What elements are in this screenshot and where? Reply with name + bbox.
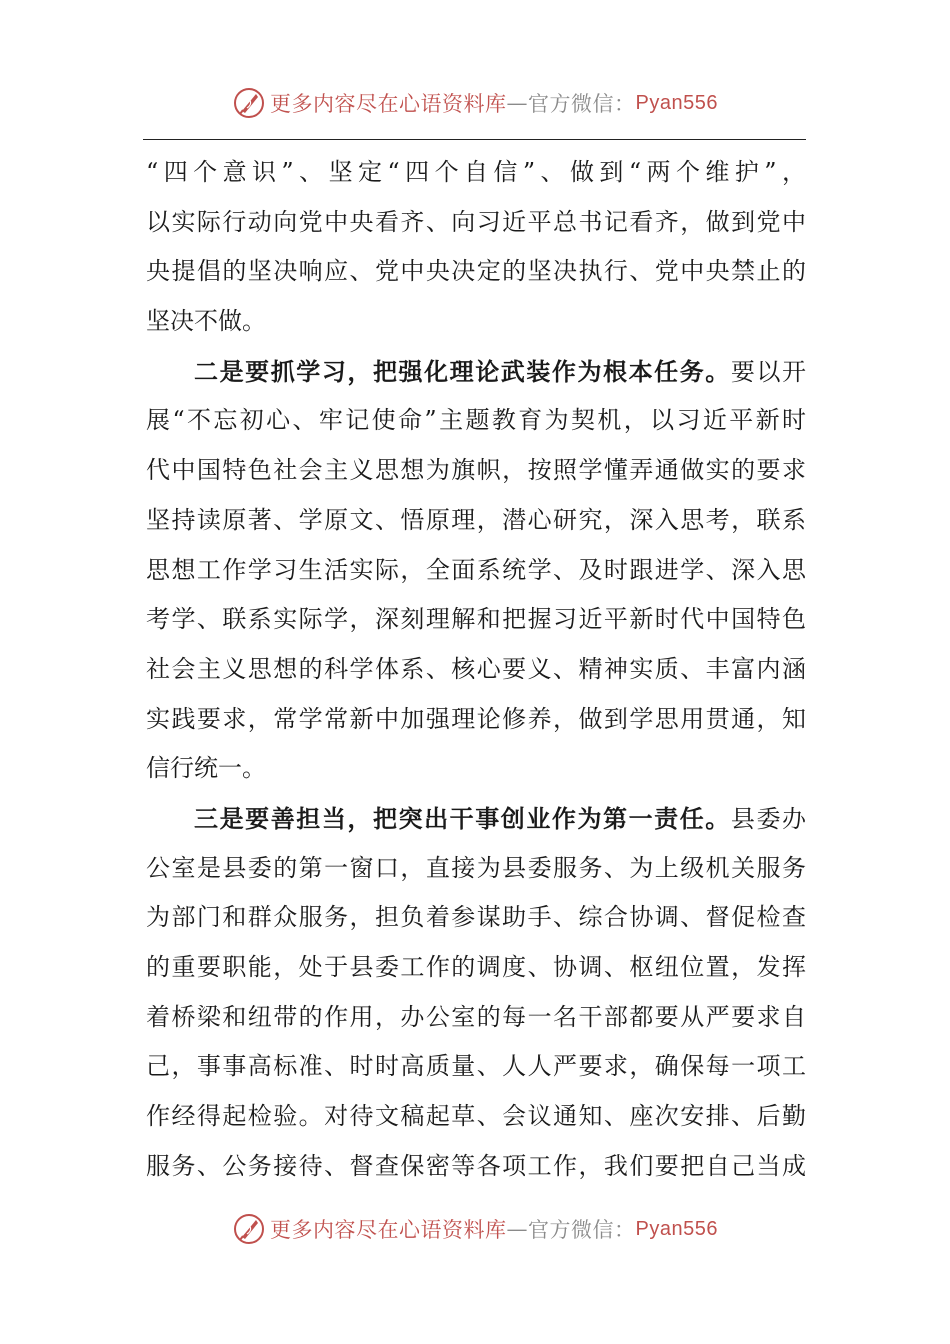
banner-separator: — <box>506 1217 529 1241</box>
text-line: 央提倡的坚决响应、党中央决定的坚决执行、党中央禁止的 <box>146 257 806 286</box>
text-line: 着桥梁和纽带的作用，办公室的每一名干部都要从严要求自 <box>146 1002 806 1031</box>
text-line: 服务、公务接待、督查保密等各项工作，我们要把自己当成 <box>146 1151 806 1180</box>
banner-contact-label: 官方微信： <box>528 92 636 116</box>
paragraph-heading: 三是要善担当，把突出干事创业作为第一责任。 <box>194 803 731 833</box>
document-body <box>146 148 806 1191</box>
banner-title: 更多内容尽在心语资料库 <box>270 1218 507 1242</box>
text-line: 己，事事高标准、时时高质量、人人严要求，确保每一项工 <box>146 1052 806 1081</box>
banner-contact-label: 官方微信： <box>528 1218 636 1242</box>
paragraph-2 <box>146 347 806 794</box>
banner-text <box>270 1214 718 1244</box>
header-banner <box>0 78 950 128</box>
text-line: 信行统一。 <box>146 754 266 783</box>
text-line: “四个意识”、坚定“四个自信”、做到“两个维护”， <box>146 158 806 186</box>
footer-banner <box>0 1204 950 1254</box>
paragraph-first-line <box>146 347 806 397</box>
text-line: 坚持读原著、学原文、悟原理，潜心研究，深入思考，联系 <box>146 505 806 534</box>
banner-text <box>270 88 718 118</box>
banner-title: 更多内容尽在心语资料库 <box>270 92 507 116</box>
paragraph-3 <box>146 794 806 1192</box>
banner-contact-id: Pyan556 <box>635 91 718 114</box>
text-line: 作经得起检验。对待文稿起草、会议通知、座次安排、后勤 <box>146 1102 806 1131</box>
text-line: 以实际行动向党中央看齐、向习近平总书记看齐，做到党中 <box>146 207 806 236</box>
header-divider <box>143 139 806 140</box>
text-line: 坚决不做。 <box>146 307 266 336</box>
text-line: 的重要职能，处于县委工作的调度、协调、枢纽位置，发挥 <box>146 953 806 981</box>
banner-contact-id: Pyan556 <box>635 1217 718 1240</box>
text-line: 社会主义思想的科学体系、核心要义、精神实质、丰富内涵 <box>146 654 806 683</box>
text-line: 公室是县委的第一窗口，直接为县委服务、为上级机关服务 <box>146 853 806 882</box>
banner-separator: — <box>506 91 529 115</box>
text-line: 思想工作学习生活实际，全面系统学、及时跟进学、深入思 <box>146 555 806 584</box>
quill-logo-icon <box>232 86 266 120</box>
text-line: 考学、联系实际学，深刻理解和把握习近平新时代中国特色 <box>146 605 806 634</box>
text-line: 为部门和群众服务，担负着参谋助手、综合协调、督促检查 <box>146 903 806 932</box>
paragraph-1 <box>146 148 806 347</box>
text-line: 展“不忘初心、牢记使命”主题教育为契机，以习近平新时 <box>146 406 806 435</box>
paragraph-heading: 二是要抓学习，把强化理论武装作为根本任务。 <box>194 356 731 386</box>
text-line: 实践要求，常学常新中加强理论修养，做到学思用贯通，知 <box>146 704 806 733</box>
quill-logo-icon <box>232 1212 266 1246</box>
paragraph-first-text: 县委办 <box>730 804 806 833</box>
text-line: 代中国特色社会主义思想为旗帜，按照学懂弄通做实的要求 <box>146 456 806 485</box>
paragraph-first-text: 要以开 <box>730 357 806 386</box>
paragraph-first-line <box>146 794 806 844</box>
